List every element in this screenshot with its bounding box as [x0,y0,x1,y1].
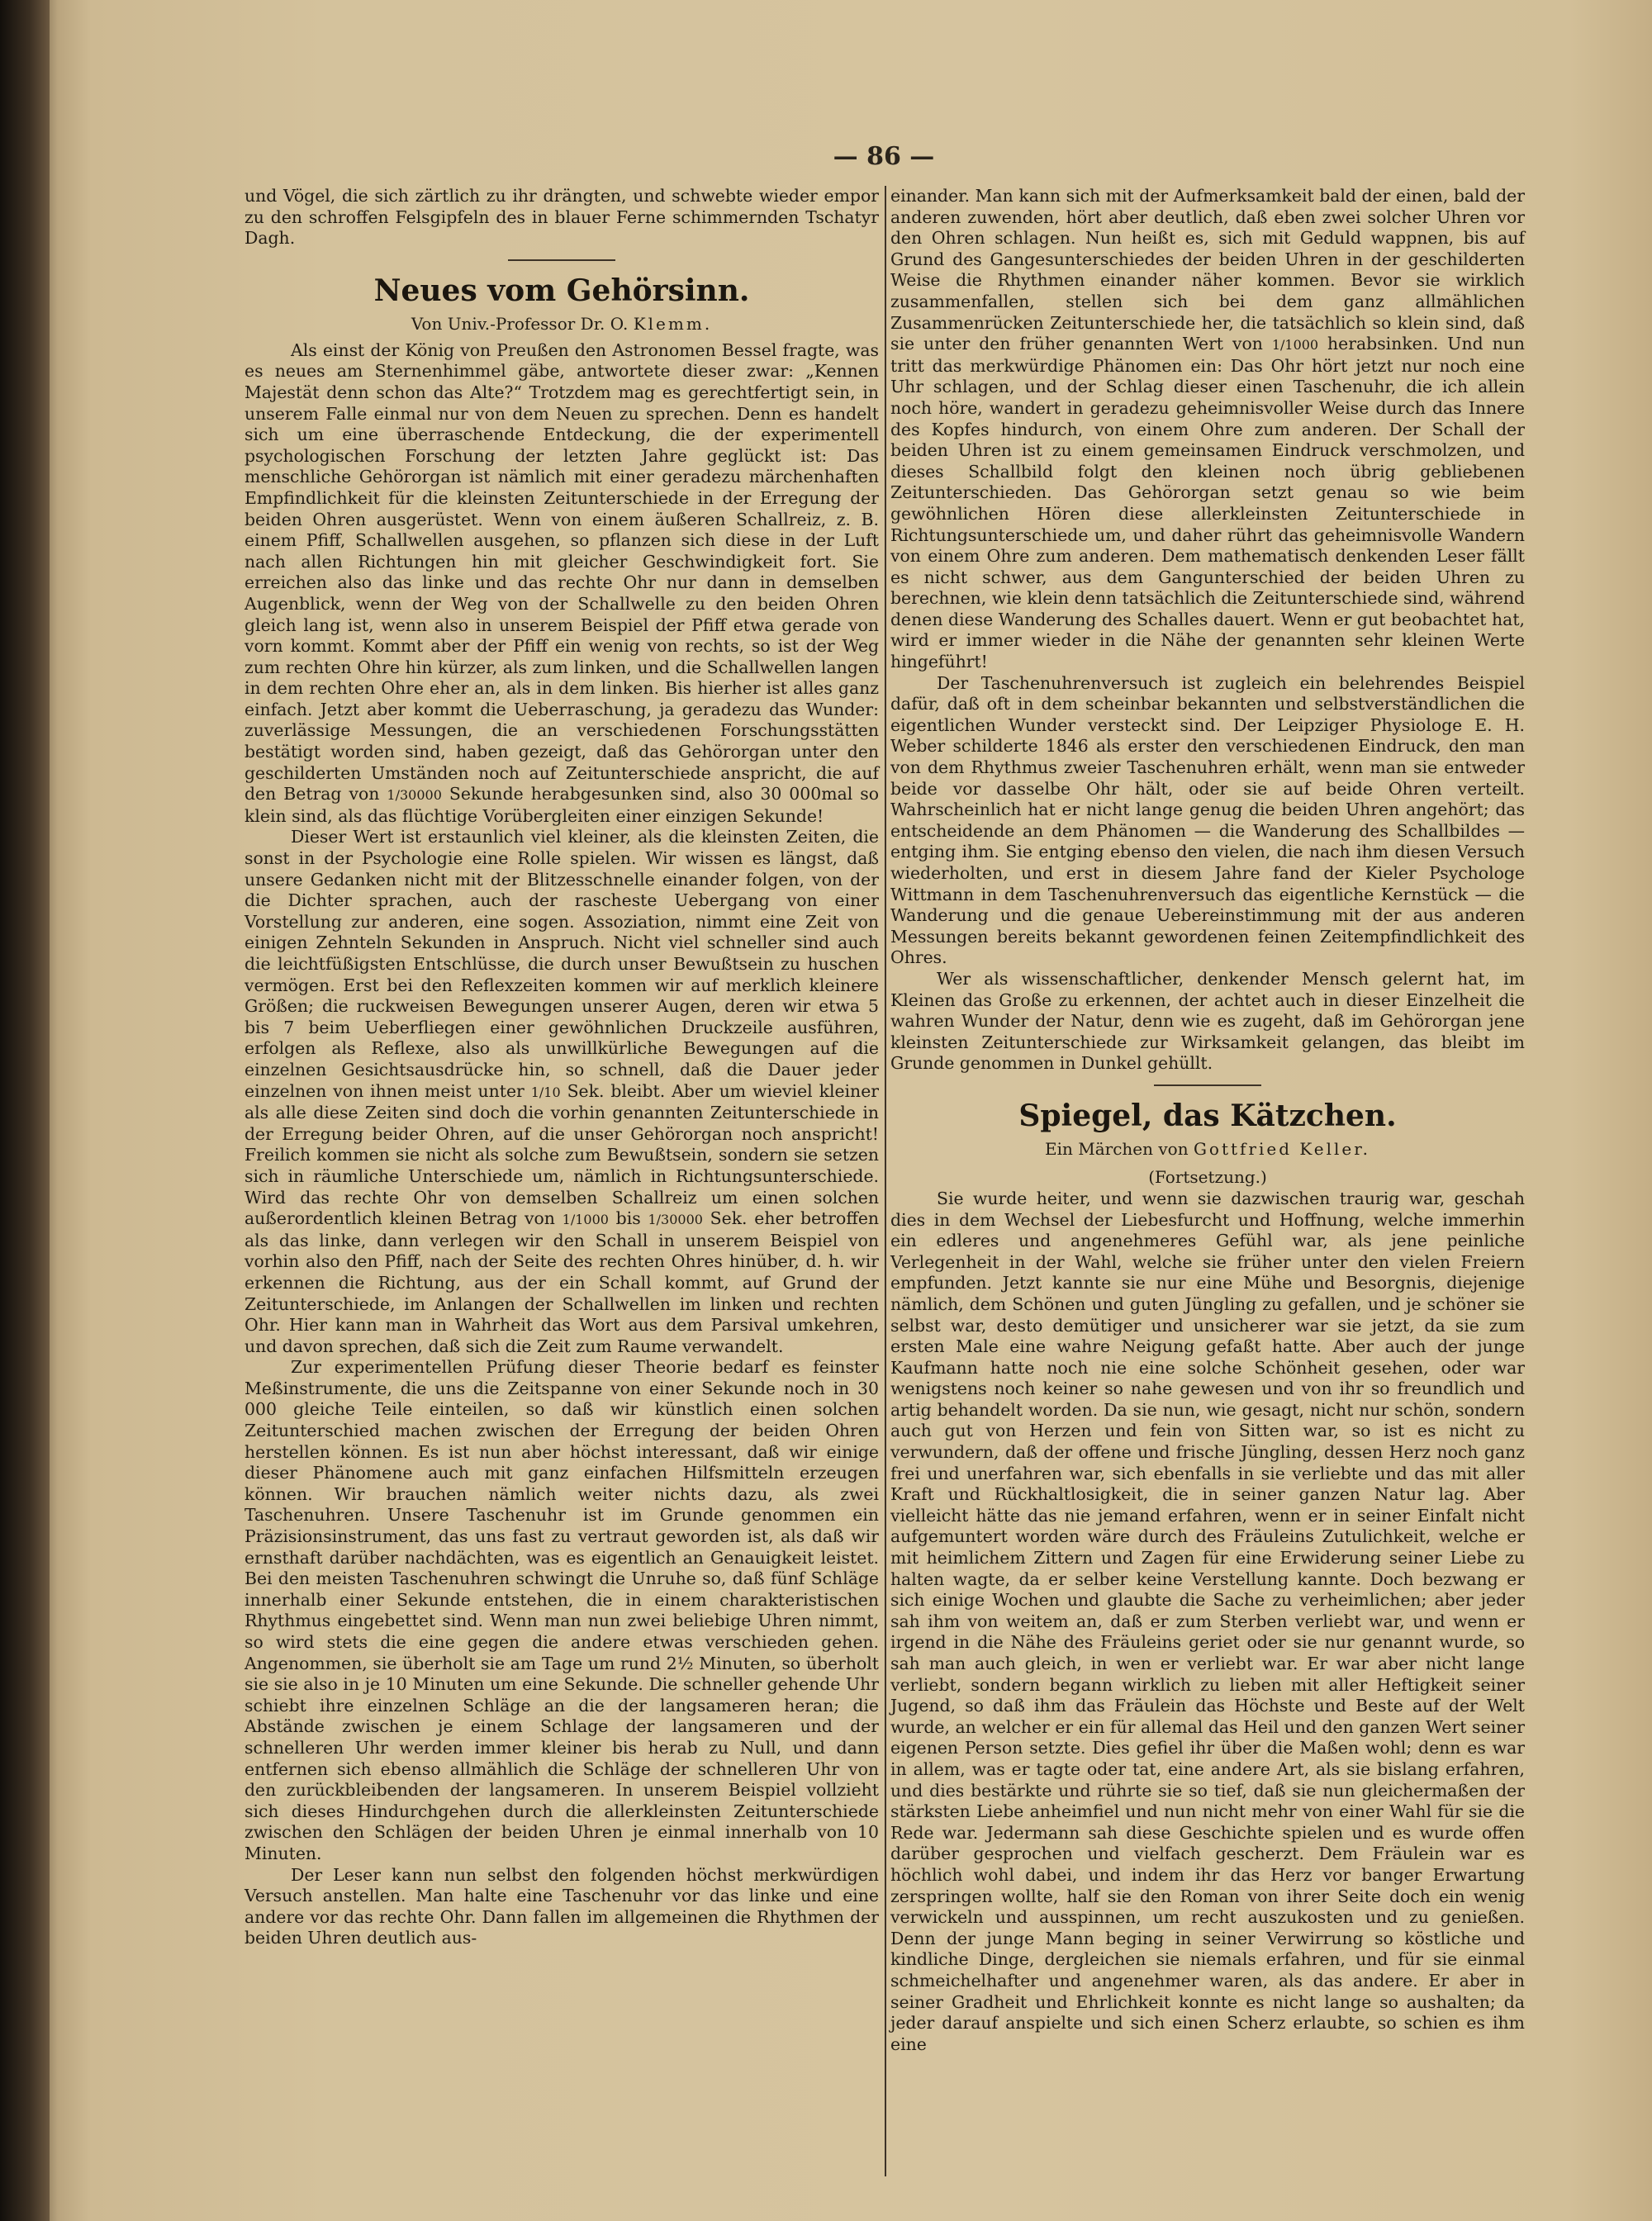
left-column [244,186,879,1949]
book-binding [0,0,50,2221]
article-title-spiegel: Spiegel, das Kätzchen. [1018,1098,1397,1133]
byline-prefix: Von Univ.-Professor Dr. O. [411,313,629,334]
right-column [890,186,1525,2055]
paragraph: Sie wurde heiter, und wenn sie dazwischen traurig war, geschah dies in dem Wechsel der Liebesfurcht und Hoffnung, welche immerhin ein edleres und angenehmeres Gefühl war, als jene peinliche Verlegenheit in der Wahl, welche sie früher unter den vielen Freiern empfunden. Jetzt kannte sie nur eine Mühe und Besorgnis, diejenige nämlich, dem Schönen und guten Jüngling zu gefallen, und je schöner sie selbst war, desto demütiger und unsicherer war sie jetzt, da sie zum ersten Male eine wahre Neigung gefaßt hatte. Aber auch der junge Kaufmann hatte noch nie eine solche Schönheit gesehen, oder war wenigstens noch keiner so nahe gewesen und von ihr so freundlich und artig behandelt worden. Da sie nun, wie gesagt, nicht nur schön, sondern auch gut von Herzen und fein von Sitten war, so ist es nicht zu verwundern, daß der offene und frische Jüngling, dessen Herz noch ganz frei und unerfahren war, sich ebenfalls in sie verliebte und das mit aller Kraft und Rückhaltlosigkeit, die in seiner ganzen Natur lag. Aber vielleicht hätte das nie jemand erfahren, wenn er in seiner Einfalt nicht aufgemuntert worden wäre durch des Fräuleins Zutulichkeit, welche er mit heimlichem Zittern und Zagen für eine Erwiderung seiner Liebe zu halten wagte, da er selber keine Verstellung kannte. Doch bezwang er sich einige Wochen und glaubte die Sache zu verheimlichen; aber jeder sah ihm von weitem an, daß er zum Sterben verliebt war, und wenn er irgend in die Nähe des Fräuleins geriet oder sie nur genannt wurde, so sah man auch gleich, in wen er verliebt war. Er war aber nicht lange verliebt, sondern begann wirklich zu lieben mit aller Heftigkeit seiner Jugend, so daß ihm das Fräulein das Höchste und Beste auf der Welt wurde, an welcher er ein für allemal das Heil und den ganzen Wert seiner eigenen Person setzte. Dies gefiel ihr über die Maßen wohl; denn es war in allem, was er tagte oder tat, eine andere Art, als sie bislang erfahren, und dies bestärkte und rührte sie so tief, daß sie nun gleichermaßen der stärksten Liebe anheimfiel und nun nicht mehr von einer Wahl für sie die Rede war. Jedermann sah diese Geschichte spielen und es wurde offen darüber gesprochen und vielfach gescherzt. Dem Fräulein war es höchlich wohl dabei, und indem ihr das Herz vor banger Erwartung zerspringen wollte, half sie den Roman von ihrer Seite doch ein wenig verwickeln und ausspinnen, um recht auszukosten und zu genießen. Denn der junge Mann beging in seiner Verwirrung so köstliche und kindliche Dinge, dergleichen sie niemals erfahren, und für sie einmal schmeichelhafter und angenehmer waren, als das andere. Er aber in seiner Gradheit und Ehrlichkeit konnte es nicht lange so aushalten; da jeder darauf anspielte und sich einen Scherz erlaubte, so schien es ihm eine [890,1188,1525,2054]
article-byline-hearing [244,312,879,335]
section-divider [1154,1084,1261,1086]
article-byline-spiegel [890,1137,1525,1160]
fraction: 2½ [666,1653,694,1673]
paragraph: Als einst der König von Preußen den Astronomen Bessel fragte, was es neues am Sternenhimmel gäbe, antwortete dieser zwar: „Kennen Majestät denn schon das Alte?“ Trotzdem mag es gerechtfertigt sein, in unserem Falle einmal nur von dem Neuen zu sprechen. Denn es handelt sich um eine überraschende Entdeckung, die der experimentell psychologischen Forschung der letzten Jahre geglückt ist: Das menschliche Gehörorgan ist nämlich mit einer geradezu märchenhaften Empfindlichkeit für die kleinsten Zeitunterschiede in der Erregung der beiden Ohren ausgerüstet. Wenn von einem äußeren Schallreiz, z. B. einem Pfiff, Schallwellen ausgehen, so pflanzen sich diese in der Luft nach allen Richtungen hin mit gleicher Geschwindigkeit fort. Sie erreichen also das linke und das rechte Ohr nur dann in demselben Augenblick, wenn der Weg von der Schallwelle zu den beiden Ohren gleich lang ist, wenn also in unserem Beispiel der Pfiff etwa gerade von vorn kommt. Kommt aber der Pfiff ein wenig von rechts, so ist der Weg zum rechten Ohre hin kürzer, als zum linken, und die Schallwellen langen in dem rechten Ohre eher an, als in dem linken. Bis hierher ist alles ganz einfach. Jetzt aber kommt die Ueberraschung, ja geradezu das Wunder: zuverlässige Messungen, die an verschiedenen Forschungsstätten bestätigt worden sind, haben gezeigt, daß das Gehörorgan unter den geschilderten Umständen noch auf Zeitunterschiede anspricht, die auf den Betrag von 1/30000 Sekunde herabgesunken sind, also 30 000mal so klein sind, als das flüchtige Vorübergleiten einer einzigen Sekunde! [244,339,879,826]
paragraph: Wer als wissenschaftlicher, denkender Mensch gelernt hat, im Kleinen das Große zu erkennen, der achtet auch in dieser Einzelheit die wahren Wunder der Natur, denn wie es zugeht, daß im Gehörorgan jene kleinsten Zeitunterschiede zur Wirksamkeit gelangen, das bleibt im Grunde genommen in Dunkel gehüllt. [890,968,1525,1074]
fraction: 1/30000 [387,787,442,804]
fraction: 1/30000 [648,1212,703,1228]
paragraph: Dieser Wert ist erstaunlich viel kleiner, als die kleinsten Zeiten, die sonst in der Psychologie eine Rolle spielen. Wir wissen es längst, daß unsere Gedanken nicht mit der Blitzesschnelle einander folgen, von der die Dichter sprachen, auch der rascheste Uebergang von einer Vorstellung zur anderen, eine sogen. Assoziation, nimmt eine Zeit von einigen Zehnteln Sekunden in Anspruch. Nicht viel schneller sind auch die leichtfüßigsten Entschlüsse, die durch unser Bewußtsein zu huschen vermögen. Erst bei den Reflexzeiten kommen wir auf merklich kleinere Größen; die ruckweisen Bewegungen unserer Augen, deren wir etwa 5 bis 7 beim Ueberfliegen einer gewöhnlichen Druckzeile ausführen, erfolgen als Reflexe, also als unwillkürliche Bewegungen auf die einzelnen Gesichtsausdrücke hin, so schnell, daß die Dauer jeder einzelnen von ihnen meist unter 1/10 Sek. bleibt. Aber um wieviel kleiner als alle diese Zeiten sind doch die vorhin genannten Zeitunterschiede in der Erregung beider Ohren, auf die unser Gehörorgan noch anspricht! Freilich kommen sie nicht als solche zum Bewußtsein, sondern sie setzen sich in räumliche Unterschiede um, nämlich in Richtungsunterschiede. Wird das rechte Ohr von demselben Schallreiz um einen solchen außerordentlich kleinen Betrag von 1/1000 bis 1/30000 Sek. eher betroffen als das linke, dann verlegen wir den Schall in unserem Beispiel von vorhin also den Pfiff, nach der Seite des rechten Ohres hinüber, d. h. wir erkennen die Richtung, aus der ein Schall kommt, auf Grund der Zeitunterschiede, im Anlangen der Schallwellen im linken und rechten Ohr. Hier kann man in Wahrheit das Wort aus dem Parsival umkehren, und davon sprechen, daß sich die Zeit zum Raume verwandelt. [244,827,880,1356]
page-number: — 86 — [833,142,935,171]
fraction: 1/10 [530,1084,561,1100]
column-rule [885,186,886,2176]
fraction: 1/1000 [1271,337,1319,354]
paragraph: Zur experimentellen Prüfung dieser Theorie bedarf es feinster Meßinstrumente, die uns die Zeitspanne von einer Sekunde noch in 30 000 gleiche Teile einteilen, so daß wir künstlich einen solchen Zeitunterschied machen zwischen der Erregung der beiden Ohren herstellen können. Es ist nun aber höchst interessant, daß wir einige dieser Phänomene auch mit ganz einfachen Hilfsmitteln erzeugen können. Wir brauchen nämlich weiter nichts dazu, als zwei Taschenuhren. Unsere Taschenuhr ist im Grunde genommen ein Präzisionsinstrument, das uns fast zu vertraut geworden ist, als daß wir ernsthaft darüber nachdächten, was es eigentlich an Genauigkeit leistet. Bei den meisten Taschenuhren schwingt die Unruhe so, daß fünf Schläge innerhalb einer Sekunde entstehen, die in einem charakteristischen Rhythmus eingebettet sind. Wenn man nun zwei beliebige Uhren nimmt, so wird stets die eine gegen die andere etwas verschieden gehen. Angenommen, sie überholt sie am Tage um rund 2½ Minuten, so überholt sie sie also in je 10 Minuten um eine Sekunde. Die schneller gehende Uhr schiebt ihre einzelnen Schläge an die der langsameren heran; die Abstände zwischen je einem Schlage der langsameren und der schnelleren Uhr werden immer kleiner bis herab zu Null, und dann entfernen sich ebenso allmählich die Schläge der schnelleren Uhr von den zurückbleibenden der langsameren. In unserem Beispiel vollzieht sich dieses Hindurchgehen durch die allerkleinsten Zeitunterschiede zwischen den Schlägen der beiden Uhren je einmal innerhalb von 10 Minuten. [244,1357,879,1863]
continuation-note: (Fortsetzung.) [1148,1166,1267,1187]
paragraph: Der Leser kann nun selbst den folgenden höchst merkwürdigen Versuch anstellen. Man halte eine Taschenuhr vor das linke und eine andere vor das rechte Ohr. Dann fallen im allgemeinen die Rhythmen der beiden Uhren deutlich aus- [244,1864,879,1948]
author-name: Klemm. [633,313,713,334]
paragraph: Der Taschenuhrenversuch ist zugleich ein belehrendes Beispiel dafür, daß oft in dem scheinbar bekannten und selbstverständlichen die eigentlichen Wunder versteckt sind. Der Leipziger Physiologe E. H. Weber schilderte 1846 als erster den verschiedenen Eindruck, den man von dem Rhythmus zweier Taschenuhren erhält, wenn man sie entweder beide vor dasselbe Ohr hält, oder sie auf beide Ohren verteilt. Wahrscheinlich hat er nicht lange genug die beiden Uhren angehört; das entscheidende an dem Phänomen — die Wanderung des Schallbildes — entging ihm. Sie entging ebenso den vielen, die nach ihm diesen Versuch wiederholten, und erst in diesem Jahre fand der Kieler Psychologe Wittmann in dem Taschenuhrenversuch das eigentliche Kernstück — die Wanderung und die genaue Uebereinstimmung mit der aus anderen Messungen bereits bekannt gewordenen feinen Zeitempfindlichkeit des Ohres. [890,672,1525,968]
article-title-hearing: Neues vom Gehörsinn. [373,273,750,308]
fraction: 1/1000 [562,1212,609,1228]
byline-prefix: Ein Märchen von [1045,1138,1189,1159]
author-name: Gottfried Keller. [1193,1138,1370,1159]
paragraph: einander. Man kann sich mit der Aufmerksamkeit bald der einen, bald der anderen zuwenden, hört aber deutlich, daß eben zwei solcher Uhren vor den Ohren schlagen. Nun heißt es, sich mit Geduld wappnen, bis auf Grund des Gangesunterschiedes der beiden Uhren in der geschilderten Weise die Rhythmen einander näher kommen. Bevor sie wirklich zusammenfallen, stellen sich bei dem ganz allmählichen Zusammenrücken Zeitunterschiede her, die tatsächlich so klein sind, daß sie unter den früher genannten Wert von 1/1000 herabsinken. Und nun tritt das merkwürdige Phänomen ein: Das Ohr hört jetzt nur noch eine Uhr schlagen, und der Schlag dieser einen Taschenuhr, die ich allein noch höre, wandert in geradezu geheimnisvoller Weise durch das Innere des Kopfes hindurch, von einem Ohre zum anderen. Der Schall der beiden Uhren ist zu einem gemeinsamen Eindruck verschmolzen, und dieses Schallbild folgt den kleinen noch übrig gebliebenen Zeitunterschieden. Das Gehörorgan setzt genau so wie beim gewöhnlichen Hören diese allerkleinsten Zeitunterschiede in Richtungsunterschiede um, und daher rührt das geheimnisvolle Wandern von einem Ohre zum anderen. Dem mathematisch denkenden Leser fällt es nicht schwer, aus dem Gangunterschied der beiden Uhren zu berechnen, wie klein denn tatsächlich die Zeitunterschiede sind, während denen diese Wanderung des Schalles dauert. Wenn er gut beobachtet hat, wird er immer wieder in die Nähe der genannten sehr kleinen Werte hingeführt! [890,186,1525,672]
story-continuation: und Vögel, die sich zärtlich zu ihr drängten, und schwebte wieder empor zu den schroffen Felsgipfeln des in blauer Ferne schimmernden Tschatyr Dagh. [244,186,879,249]
section-divider [508,259,615,261]
